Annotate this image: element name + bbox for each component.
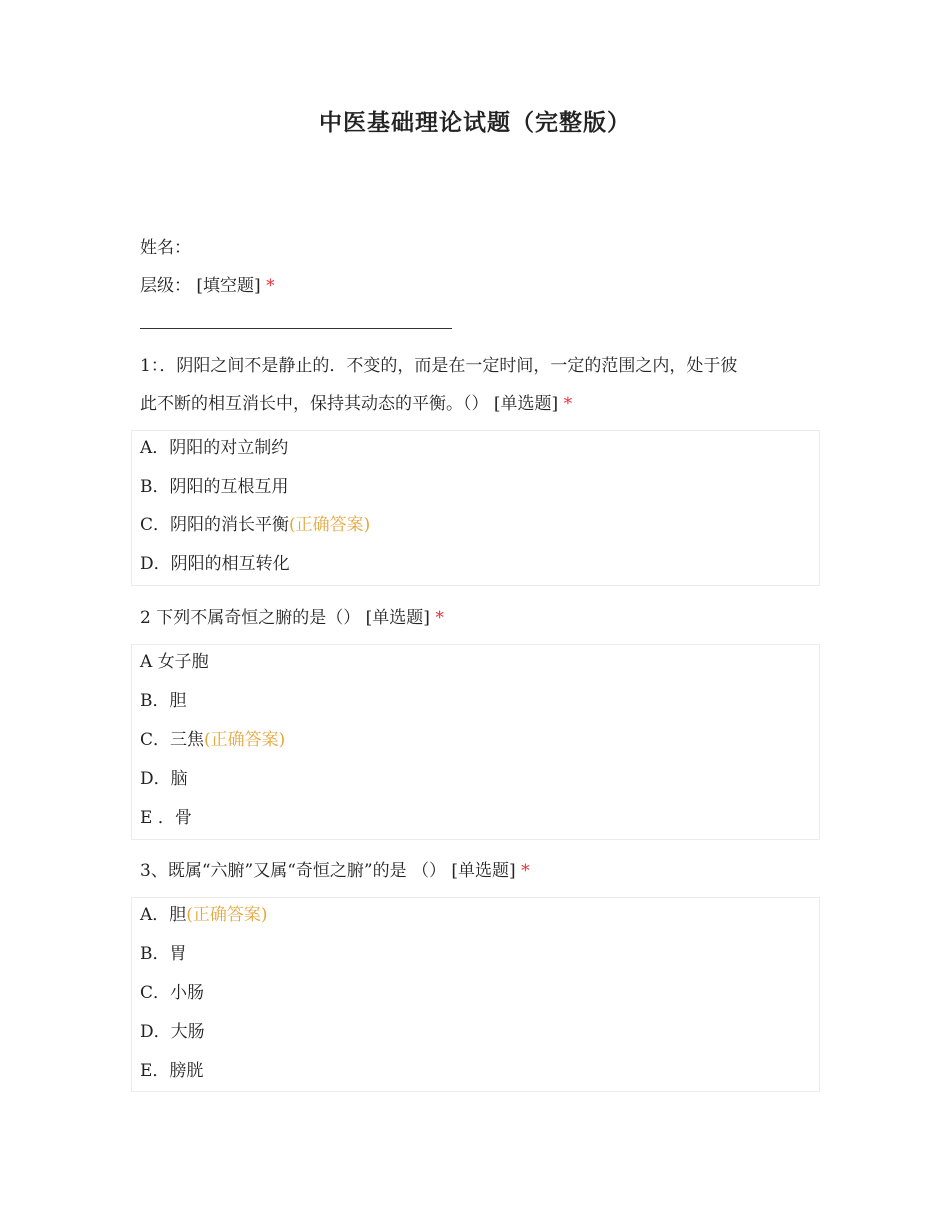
level-type: [填空题] bbox=[196, 276, 261, 296]
question-2-text-line bbox=[140, 607, 444, 629]
option-c[interactable]: C．阴阳的消长平衡(正确答案) bbox=[140, 515, 371, 535]
question-3-text-line bbox=[140, 860, 530, 882]
correct-answer-note: (正确答案) bbox=[289, 515, 371, 535]
question-3-type: [单选题] bbox=[451, 861, 516, 881]
required-mark: * bbox=[521, 861, 530, 881]
correct-answer-note: (正确答案) bbox=[186, 905, 268, 925]
option-d[interactable]: D．大肠 bbox=[140, 1022, 205, 1042]
option-b[interactable]: B．阴阳的互根互用 bbox=[140, 477, 289, 497]
required-mark: * bbox=[435, 608, 444, 628]
question-3-text: 3、既属“六腑”又属“奇恒之腑”的是 （） bbox=[140, 861, 446, 881]
question-2-text: 2 下列不属奇恒之腑的是（） bbox=[140, 608, 361, 628]
option-b[interactable]: B．胆 bbox=[140, 691, 187, 711]
option-d[interactable]: D．阴阳的相互转化 bbox=[140, 554, 290, 574]
option-a[interactable]: A 女子胞 bbox=[140, 652, 209, 672]
option-d[interactable]: D．脑 bbox=[140, 769, 188, 789]
required-mark: * bbox=[563, 394, 573, 414]
question-1-options bbox=[131, 430, 820, 586]
question-1-text-line1: 1：．阴阳之间不是静止的．不变的，而是在一定时间，一定的范围之内，处于彼 bbox=[140, 356, 738, 376]
question-2-type: [单选题] bbox=[365, 608, 430, 628]
question-2-options bbox=[131, 644, 820, 840]
question-1-text: 此不断的相互消长中，保持其动态的平衡。（） bbox=[140, 394, 489, 414]
level-question bbox=[140, 275, 275, 297]
option-e[interactable]: E ．骨 bbox=[140, 808, 192, 828]
question-3-options bbox=[131, 897, 820, 1092]
answer-blank-line[interactable] bbox=[140, 328, 452, 329]
level-label: 层级： bbox=[140, 276, 191, 296]
page-title: 中医基础理论试题（完整版） bbox=[319, 110, 631, 136]
option-c[interactable]: C．小肠 bbox=[140, 983, 205, 1003]
question-1-type: [单选题] bbox=[493, 394, 559, 414]
correct-answer-note: (正确答案) bbox=[204, 730, 286, 750]
option-c[interactable]: C．三焦(正确答案) bbox=[140, 730, 286, 750]
option-e[interactable]: E．膀胱 bbox=[140, 1061, 204, 1081]
required-mark: * bbox=[266, 276, 275, 296]
option-b[interactable]: B．胃 bbox=[140, 944, 187, 964]
option-a[interactable]: A．阴阳的对立制约 bbox=[140, 438, 289, 458]
question-1-text-line2 bbox=[140, 393, 572, 415]
name-label: 姓名： bbox=[140, 238, 191, 258]
option-a[interactable]: A．胆(正确答案) bbox=[140, 905, 268, 925]
